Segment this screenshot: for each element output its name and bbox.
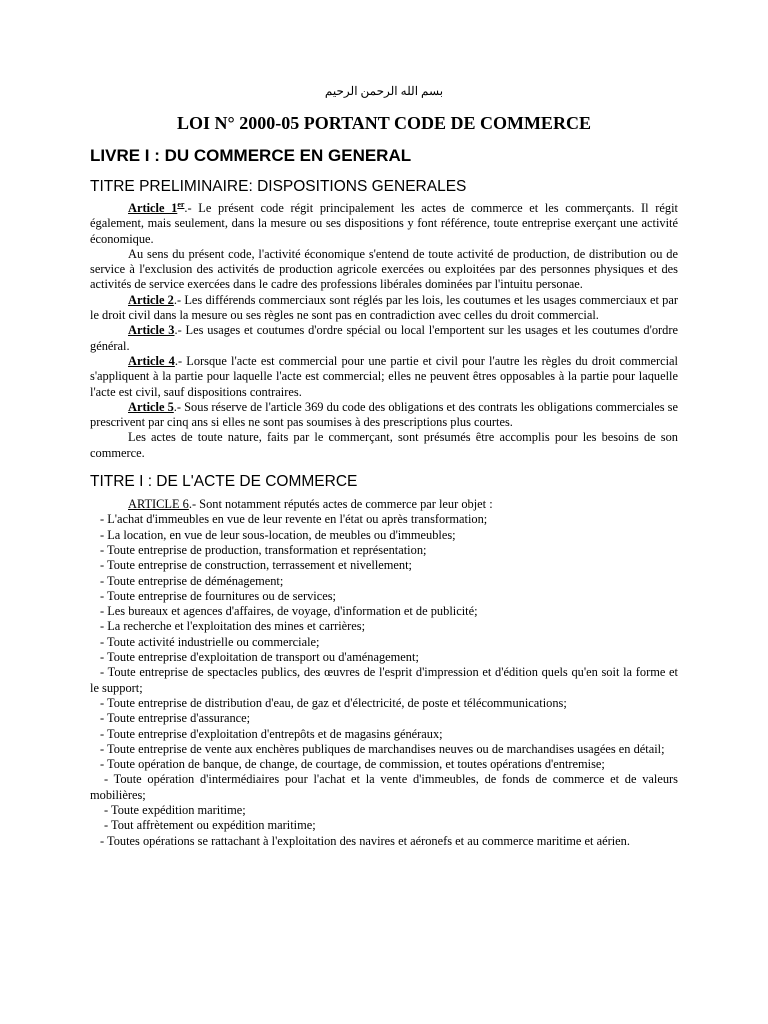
merchant-acts-paragraph: Les actes de toute nature, faits par le commerçant, sont présumés être accomplis pour les besoins de son commerce. [90, 430, 678, 460]
list-item: - La recherche et l'exploitation des mines et carrières; [100, 619, 366, 634]
law-title: LOI N° 2000-05 PORTANT CODE DE COMMERCE [177, 113, 591, 133]
article-6-label: ARTICLE 6 [128, 497, 189, 512]
article-2-label: Article 2 [128, 292, 174, 307]
list-item: - Toutes opérations se rattachant à l'exploitation des navires et aéronefs et au commerce maritime et aérien. [100, 833, 630, 848]
list-item: - Toute entreprise de vente aux enchères publiques de marchandises neuves ou de marchandises usagées en détail; [100, 741, 665, 756]
list-item: - Toute entreprise de construction, terrassement et nivellement; [100, 558, 413, 573]
list-item: - Toute entreprise de spectacles publics, des œuvres de l'esprit d'impression et d'édition quels qu'en soit la forme et le support; [90, 665, 678, 695]
titre-1-heading: TITRE I : DE L'ACTE DE COMMERCE [90, 473, 358, 491]
article-5-paragraph [90, 400, 678, 431]
list-item: - Toute entreprise de déménagement; [100, 573, 284, 588]
list-item: - L'achat d'immeubles en vue de leur revente en l'état ou après transformation; [100, 512, 488, 527]
list-item: - Toute entreprise de production, transformation et représentation; [100, 542, 427, 557]
article-3-label: Article 3 [128, 323, 175, 338]
basmala: بسم الله الرحمن الرحيم [324, 84, 444, 98]
list-item: - Toute activité industrielle ou commerciale; [100, 634, 320, 649]
article-1-text: .- Le présent code régit principalement les actes de commerce et les commerçants. Il régit également, mais seulement, dans la mesure ou ses dispositions y font référence, toute entreprise exerçant une activité économique. [90, 201, 678, 246]
list-item: - Toute entreprise d'exploitation de transport ou d'aménagement; [100, 650, 419, 665]
list-item: - Toute entreprise d'exploitation d'entrepôts et de magasins généraux; [100, 726, 443, 741]
economic-activity-paragraph: Au sens du présent code, l'activité économique s'entend de toute activité de production, de distribution ou de service à l'exclusion des activités de production agricole exercées ou exploitées par des personnes physiques et des activités de service exercées dans le cadre des professions libérales dominées par l'intuitu personae. [90, 246, 678, 292]
article-5-text: .- Sous réserve de l'article 369 du code des obligations et des contrats les obligations commerciales se prescrivent par cinq ans si elles ne sont pas soumises à des prescriptions plus courtes. [90, 399, 678, 430]
article-2-paragraph [90, 293, 678, 324]
article-3-paragraph [90, 323, 678, 354]
list-item: - Toute opération d'intermédiaires pour l'achat et la vente d'immeubles, de fonds de commerce et de valeurs mobilières; [90, 772, 678, 802]
article-4-label: Article 4 [128, 353, 175, 368]
article-6-intro [90, 497, 678, 512]
titre-preliminaire-heading: TITRE PRELIMINAIRE: DISPOSITIONS GENERALES [90, 178, 467, 195]
article-1-paragraph [90, 201, 678, 247]
list-item: - Les bureaux et agences d'affaires, de voyage, d'information et de publicité; [100, 604, 478, 619]
article-6-list [90, 512, 678, 849]
article-1-label: Article 1 [128, 201, 178, 215]
list-item: - Toute expédition maritime; [104, 802, 246, 817]
article-5-label: Article 5 [128, 399, 174, 414]
article-4-text: .- Lorsque l'acte est commercial pour une partie et civil pour l'autre les règles du droit commercial s'appliquent à la partie pour laquelle l'acte est commercial; elles ne peuvent êtres opposables à la partie pour laquelle l'acte est civil, sauf dispositions contraires. [90, 353, 678, 399]
article-2-text: .- Les différends commerciaux sont réglés par les lois, les coutumes et les usages commerciaux et par le droit civil dans la mesure ou ses règles ne sont pas en contradiction avec celles du droit commercial. [90, 292, 678, 323]
article-3-text: .- Les usages et coutumes d'ordre spécial ou local l'emportent sur les usages et les coutumes d'ordre général. [90, 323, 678, 353]
article-1-superscript: er [177, 199, 185, 209]
article-6-intro-text: .- Sont notamment réputés actes de commerce par leur objet : [188, 497, 493, 512]
list-item: - Toute entreprise d'assurance; [100, 711, 251, 726]
document-page [90, 84, 678, 849]
article-4-paragraph [90, 354, 678, 400]
list-item: - Toute entreprise de fournitures ou de services; [100, 588, 336, 603]
livre-heading: LIVRE I : DU COMMERCE EN GENERAL [90, 146, 412, 165]
list-item: - Tout affrètement ou expédition maritime; [104, 818, 316, 833]
list-item: - Toute opération de banque, de change, de courtage, de commission, et toutes opérations d'entremise; [100, 757, 605, 772]
list-item: - La location, en vue de leur sous-location, de meubles ou d'immeubles; [100, 527, 456, 542]
list-item: - Toute entreprise de distribution d'eau, de gaz et d'électricité, de poste et télécommunications; [100, 695, 567, 710]
